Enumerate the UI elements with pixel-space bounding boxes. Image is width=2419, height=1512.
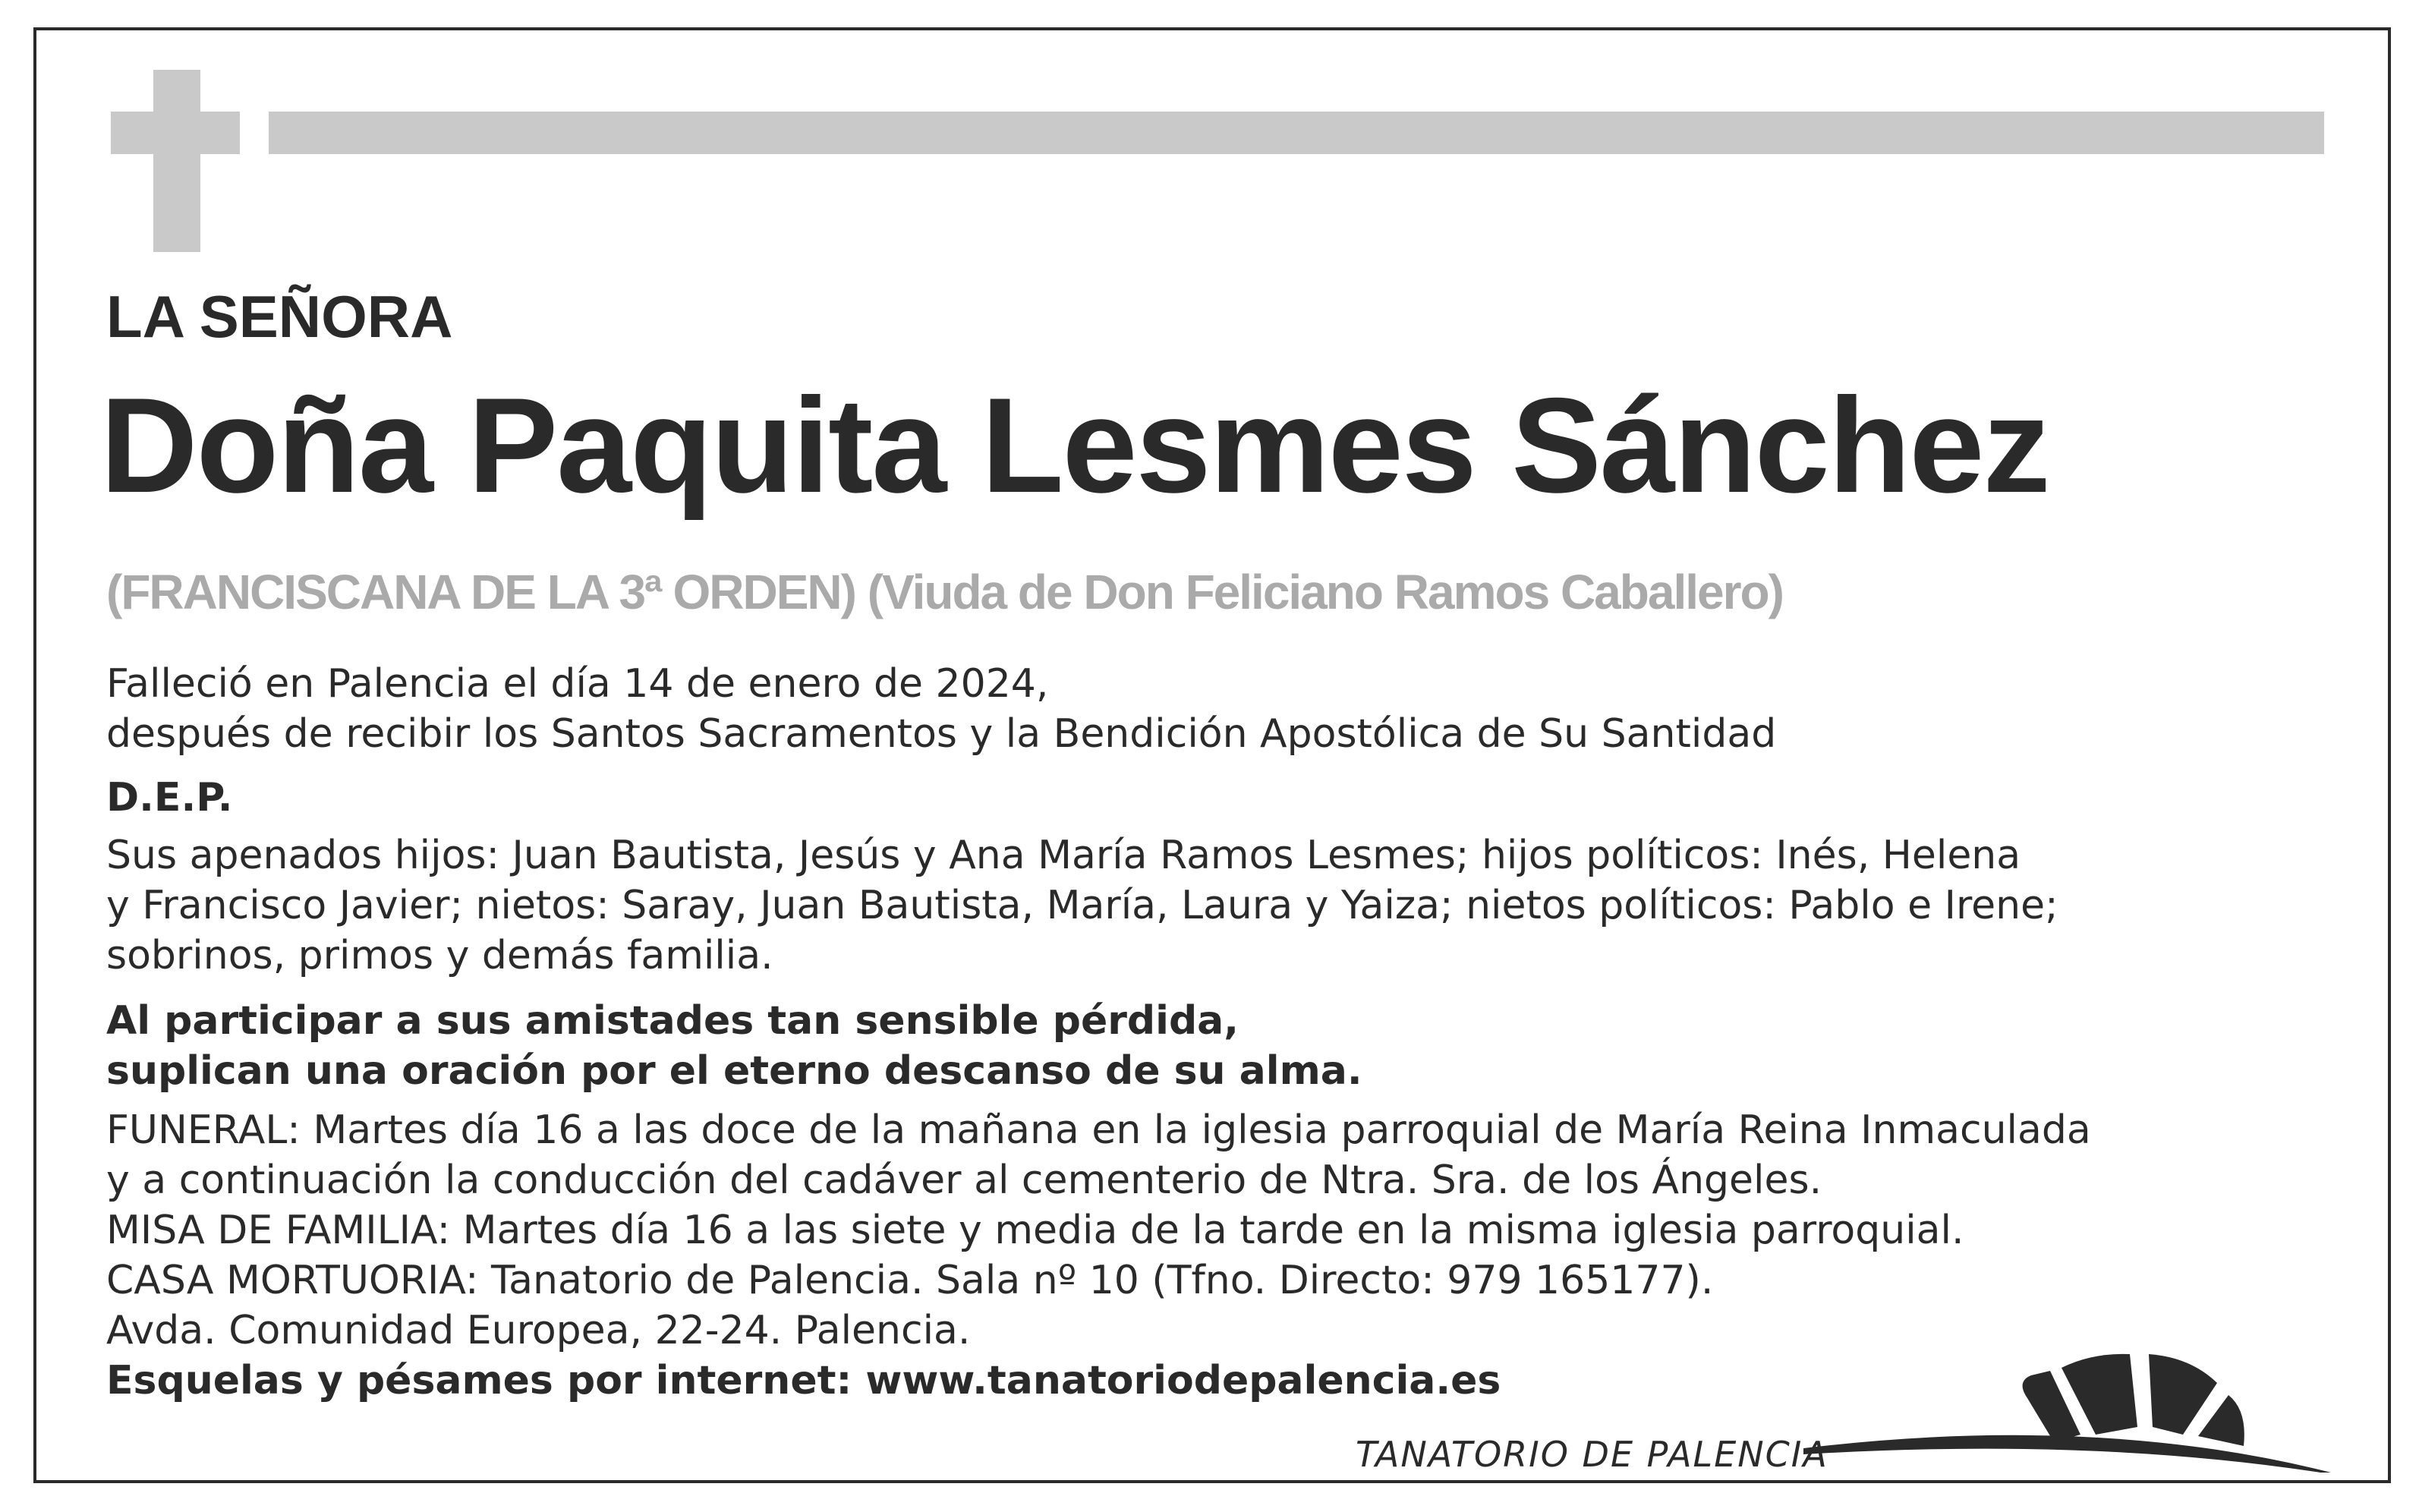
honorific: LA SEÑORA [106, 283, 453, 350]
dep-text: D.E.P. [106, 775, 233, 821]
family-line: Sus apenados hijos: Juan Bautista, Jesús y Ana María Ramos Lesmes; hijos políticos: Inés, Helena [106, 833, 2021, 878]
closing-line: Al participar a sus amistades tan sensible pérdida, [106, 998, 1239, 1044]
death-statement [106, 659, 2216, 759]
funeral-line: FUNERAL: Martes día 16 a las doce de la mañana en la iglesia parroquial de María Reina Inmaculada [106, 1107, 2091, 1153]
header-bar [269, 112, 2324, 154]
funeral-line: CASA MORTUORIA: Tanatorio de Palencia. Sala nº 10 (Tfno. Directo: 979 165177). [106, 1258, 1714, 1303]
deceased-name: Doña Paquita Lesmes Sánchez [100, 370, 2049, 521]
closing-line: suplican una oración por el eterno descanso de su alma. [106, 1048, 1362, 1094]
closing-statement [106, 996, 2216, 1096]
dep-label [106, 773, 2216, 823]
deceased-subtitle: (FRANCISCANA DE LA 3ª ORDEN) (Viuda de Don Feliciano Ramos Caballero) [106, 565, 1783, 619]
family-list [106, 830, 2216, 981]
death-statement-line: Falleció en Palencia el día 14 de enero de 2024, [106, 661, 1049, 707]
family-line: sobrinos, primos y demás familia. [106, 933, 773, 978]
death-statement-line: después de recibir los Santos Sacramentos y la Bendición Apostólica de Su Santidad [106, 711, 1777, 757]
funeral-line: y a continuación la conducción del cadáver al cementerio de Ntra. Sra. de los Ángeles. [106, 1158, 1822, 1203]
funeral-line: Avda. Comunidad Europea, 22-24. Palencia. [106, 1308, 971, 1353]
funeral-line: MISA DE FAMILIA: Martes día 16 a las siete y media de la tarde en la misma iglesia parroquial. [106, 1208, 1964, 1253]
cross-icon [153, 70, 200, 252]
cross-icon-arm [111, 112, 240, 154]
tanatorio-logo-text: TANATORIO DE PALENCIA [1356, 1434, 1828, 1475]
internet-link-text: Esquelas y pésames por internet: www.tanatoriodepalencia.es [106, 1358, 1501, 1403]
family-line: y Francisco Javier; nietos: Saray, Juan Bautista, María, Laura y Yaiza; nietos políticos: Pablo e Irene; [106, 883, 2058, 928]
